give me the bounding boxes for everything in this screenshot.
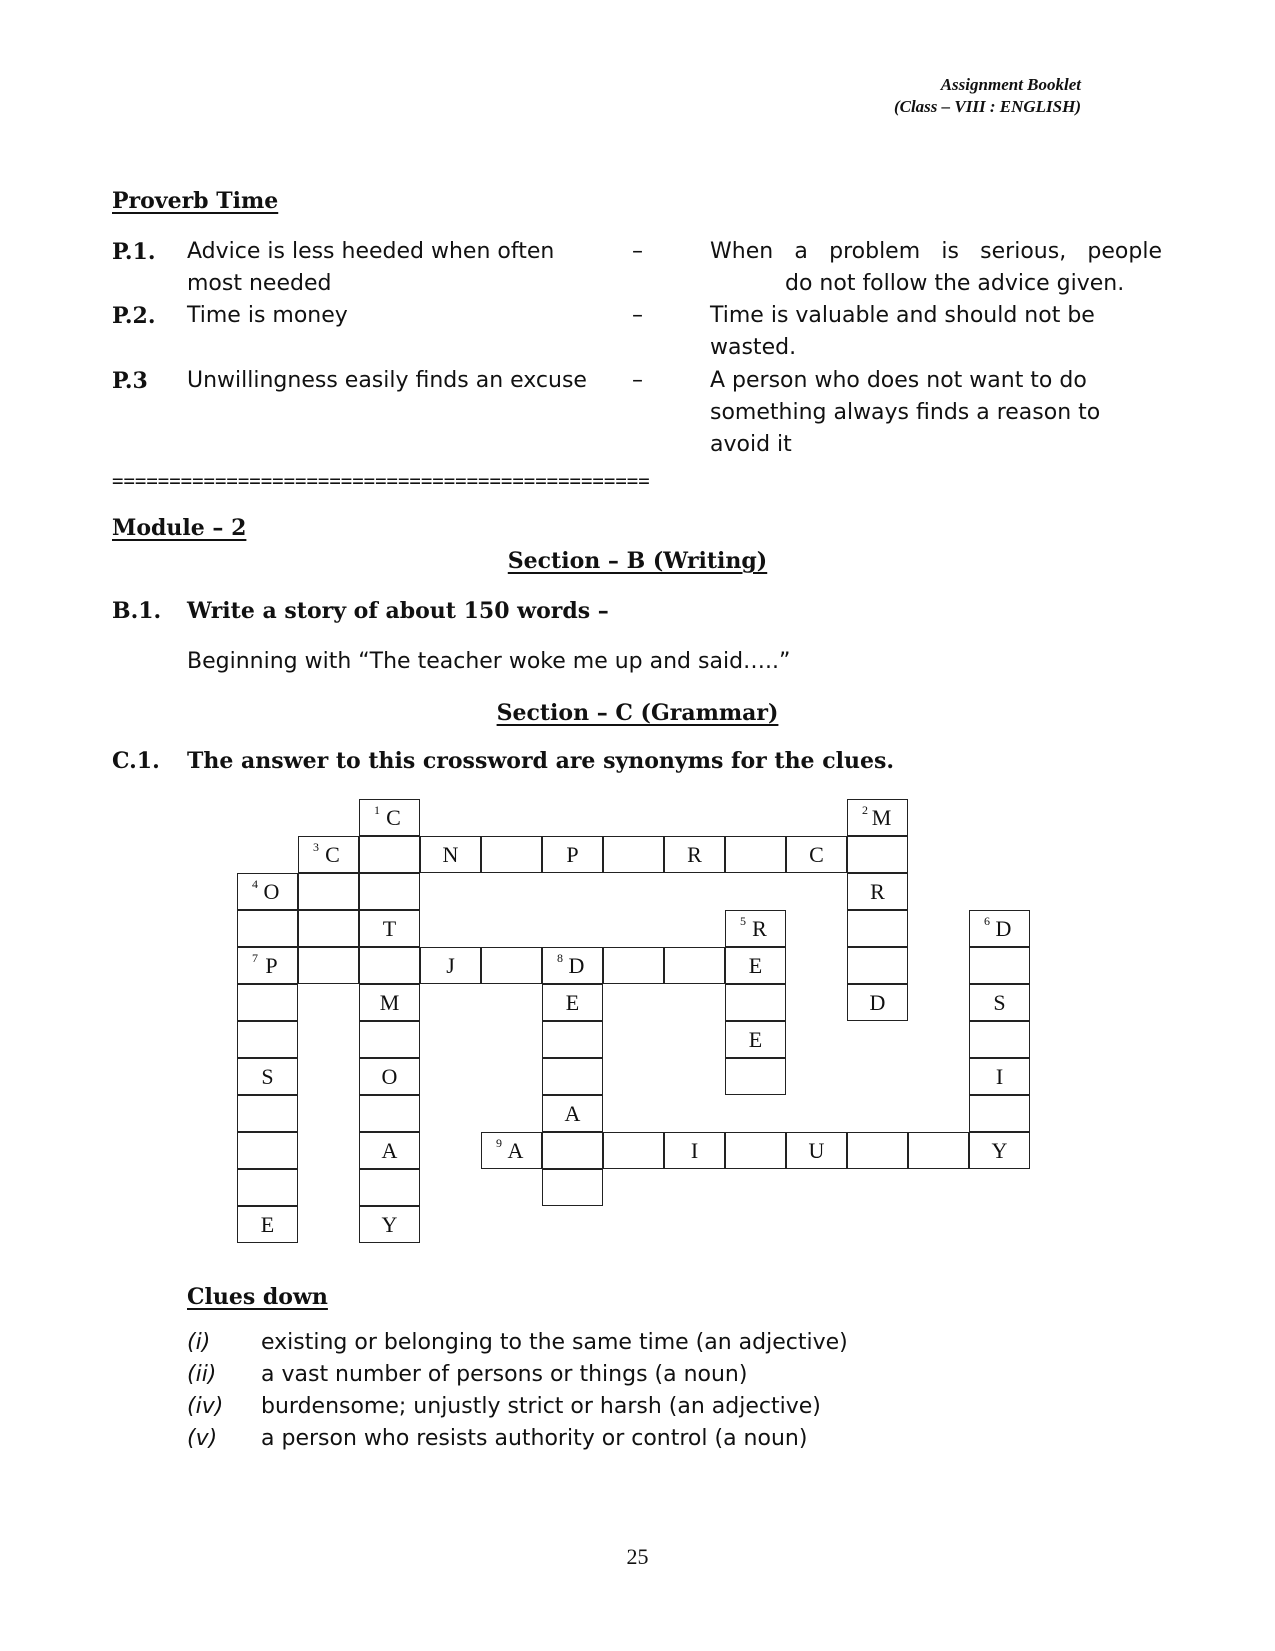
crossword-cell[interactable]	[542, 947, 603, 984]
proverb-meaning: Time is valuable and should not be wasted.	[710, 303, 1095, 360]
proverb-number: P.3	[112, 368, 148, 394]
proverb-meaning: A person who does not want to do something always finds a reason to avoid it	[710, 368, 1101, 457]
cell-letter: E	[260, 1211, 275, 1237]
crossword-cell[interactable]	[542, 1132, 603, 1169]
cell-letter: C	[809, 841, 824, 867]
crossword-cell[interactable]	[237, 1058, 298, 1095]
cell-letter: R	[752, 915, 767, 941]
cell-letter: E	[748, 952, 763, 978]
separator-line: ===============================================	[112, 470, 650, 492]
crossword-cell[interactable]	[542, 1021, 603, 1058]
crossword-cell[interactable]	[725, 947, 786, 984]
cell-letter: Y	[381, 1211, 398, 1237]
crossword-cell[interactable]	[542, 1095, 603, 1132]
cell-letter: O	[263, 878, 280, 904]
crossword-cell[interactable]	[481, 1132, 542, 1169]
cell-letter: T	[382, 915, 397, 941]
cell-letter: C	[325, 841, 340, 867]
crossword-cell[interactable]	[969, 984, 1030, 1021]
crossword-cell[interactable]	[603, 947, 664, 984]
crossword-cell[interactable]	[237, 1206, 298, 1243]
header-subtitle: (Class – VIII : ENGLISH)	[893, 97, 1081, 116]
proverb-heading: Proverb Time	[112, 188, 279, 214]
crossword-cell[interactable]	[359, 1132, 420, 1169]
question-number: C.1.	[112, 748, 160, 774]
story-prompt: Beginning with “The teacher woke me up and said…..”	[187, 649, 791, 674]
module-heading: Module – 2	[112, 515, 247, 541]
crossword-cell[interactable]	[969, 1058, 1030, 1095]
clue-number: 2	[862, 803, 868, 817]
crossword-cell[interactable]	[237, 910, 298, 947]
cell-letter: P	[566, 841, 579, 867]
crossword-cell[interactable]	[847, 836, 908, 873]
crossword-cell[interactable]	[359, 1095, 420, 1132]
cell-letter: O	[381, 1063, 398, 1089]
crossword-cell[interactable]	[359, 1206, 420, 1243]
proverb-meaning-continued: do not follow the advice given.	[785, 271, 1125, 296]
page-number: 25	[626, 1544, 649, 1569]
crossword-cell[interactable]	[725, 1021, 786, 1058]
crossword-cell[interactable]	[298, 873, 359, 910]
clue-item	[187, 1362, 747, 1387]
clue-number: 9	[496, 1136, 502, 1150]
cell-letter: D	[568, 952, 585, 978]
cell-letter: I	[690, 1137, 699, 1163]
proverb-meaning: When a problem is serious, people	[710, 239, 1162, 264]
cell-letter: U	[808, 1137, 825, 1163]
crossword-cell[interactable]	[542, 836, 603, 873]
clue-label: (ii)	[187, 1362, 217, 1387]
crossword-cell[interactable]	[237, 873, 298, 910]
crossword-cell[interactable]	[481, 836, 542, 873]
cell-letter: M	[379, 989, 400, 1015]
crossword-cell[interactable]	[603, 836, 664, 873]
proverb-number: P.2.	[112, 303, 156, 329]
proverb-text: Time is money	[187, 303, 348, 328]
crossword-cell[interactable]	[420, 836, 481, 873]
crossword-cell[interactable]	[359, 984, 420, 1021]
cell-letter: S	[261, 1063, 274, 1089]
cell-letter: M	[871, 804, 892, 830]
cell-letter: E	[565, 989, 580, 1015]
clue-label: (v)	[187, 1426, 218, 1451]
crossword-cell[interactable]	[664, 836, 725, 873]
crossword-cell[interactable]	[969, 947, 1030, 984]
cell-letter: C	[386, 804, 401, 830]
crossword-cell[interactable]	[847, 1132, 908, 1169]
clue-number: 8	[557, 951, 563, 965]
crossword-cell[interactable]	[298, 910, 359, 947]
crossword-cell[interactable]	[908, 1132, 969, 1169]
proverb-dash: –	[632, 303, 643, 328]
cell-letter: A	[564, 1100, 581, 1126]
crossword-cell[interactable]	[359, 1058, 420, 1095]
cell-letter: P	[265, 952, 278, 978]
crossword-cell[interactable]	[481, 947, 542, 984]
clue-number: 4	[252, 877, 258, 891]
crossword-cell[interactable]	[298, 836, 359, 873]
crossword-cell[interactable]	[359, 1169, 420, 1206]
crossword-cell[interactable]	[359, 947, 420, 984]
crossword-cell[interactable]	[847, 910, 908, 947]
clue-number: 5	[740, 914, 746, 928]
crossword-cell[interactable]	[420, 947, 481, 984]
crossword-cell[interactable]	[786, 1132, 847, 1169]
crossword-cell[interactable]	[542, 984, 603, 1021]
booklet-header	[894, 74, 1081, 118]
crossword-grid	[237, 799, 1030, 1243]
cell-letter: A	[507, 1137, 524, 1163]
proverb-dash: –	[632, 239, 643, 264]
crossword-cell[interactable]	[725, 1058, 786, 1095]
clue-text: a person who resists authority or control (a noun)	[261, 1426, 808, 1451]
cell-letter: D	[995, 915, 1012, 941]
crossword-cell[interactable]	[847, 947, 908, 984]
proverb-text: Advice is less heeded when often most needed	[187, 239, 555, 296]
question-number: B.1.	[112, 598, 162, 624]
crossword-cell[interactable]	[237, 984, 298, 1021]
crossword-cell[interactable]	[237, 1021, 298, 1058]
crossword-cell[interactable]	[237, 1132, 298, 1169]
clues-down-heading: Clues down	[187, 1284, 328, 1310]
cell-letter: S	[993, 989, 1006, 1015]
crossword-cell[interactable]	[847, 799, 908, 836]
question-text: The answer to this crossword are synonyms for the clues.	[187, 748, 895, 774]
crossword-cell[interactable]	[603, 1132, 664, 1169]
crossword-cell[interactable]	[542, 1169, 603, 1206]
crossword-cell[interactable]	[847, 873, 908, 910]
clue-label: (i)	[187, 1330, 211, 1355]
crossword-cell[interactable]	[969, 1095, 1030, 1132]
proverb-dash: –	[632, 368, 643, 393]
crossword-cell[interactable]	[237, 1169, 298, 1206]
cell-letter: E	[748, 1026, 763, 1052]
crossword-cell[interactable]	[786, 836, 847, 873]
cell-letter: J	[446, 952, 455, 978]
clue-number: 6	[984, 914, 990, 928]
cell-letter: D	[869, 989, 886, 1015]
crossword-cell[interactable]	[969, 1132, 1030, 1169]
question-text: Write a story of about 150 words –	[187, 598, 609, 624]
clue-text: burdensome; unjustly strict or harsh (an adjective)	[261, 1394, 821, 1419]
section-b-heading: Section – B (Writing)	[507, 548, 768, 574]
proverb-number: P.1.	[112, 239, 156, 265]
crossword-cell[interactable]	[847, 984, 908, 1021]
crossword-cell[interactable]	[664, 947, 725, 984]
crossword-cell[interactable]	[359, 836, 420, 873]
crossword-cell[interactable]	[969, 1021, 1030, 1058]
cell-letter: A	[381, 1137, 398, 1163]
crossword-cell[interactable]	[725, 910, 786, 947]
clue-label: (iv)	[187, 1394, 224, 1419]
clue-number: 1	[374, 803, 380, 817]
clue-item	[187, 1330, 848, 1355]
crossword-cell[interactable]	[359, 873, 420, 910]
crossword-cell[interactable]	[969, 910, 1030, 947]
clue-text: existing or belonging to the same time (an adjective)	[261, 1330, 848, 1355]
clue-item	[187, 1426, 807, 1451]
crossword-cell[interactable]	[664, 1132, 725, 1169]
crossword-cell[interactable]	[725, 836, 786, 873]
clue-text: a vast number of persons or things (a noun)	[261, 1362, 748, 1387]
header-title: Assignment Booklet	[940, 75, 1081, 94]
cell-letter: R	[687, 841, 702, 867]
crossword-cell[interactable]	[237, 1095, 298, 1132]
clue-number: 3	[313, 840, 319, 854]
crossword-cell[interactable]	[359, 799, 420, 836]
crossword-cell[interactable]	[298, 947, 359, 984]
cell-letter: R	[870, 878, 885, 904]
crossword-cell[interactable]	[237, 947, 298, 984]
cell-letter: I	[995, 1063, 1004, 1089]
cell-letter: N	[442, 841, 459, 867]
cell-letter: Y	[991, 1137, 1008, 1163]
section-c-heading: Section – C (Grammar)	[496, 700, 779, 726]
crossword-cell[interactable]	[359, 1021, 420, 1058]
crossword-cell[interactable]	[725, 1132, 786, 1169]
proverb-text: Unwillingness easily finds an excuse	[187, 368, 587, 393]
crossword-cell[interactable]	[359, 910, 420, 947]
clue-item	[187, 1394, 821, 1419]
crossword-cell[interactable]	[542, 1058, 603, 1095]
clue-number: 7	[252, 951, 258, 965]
crossword-cell[interactable]	[725, 984, 786, 1021]
